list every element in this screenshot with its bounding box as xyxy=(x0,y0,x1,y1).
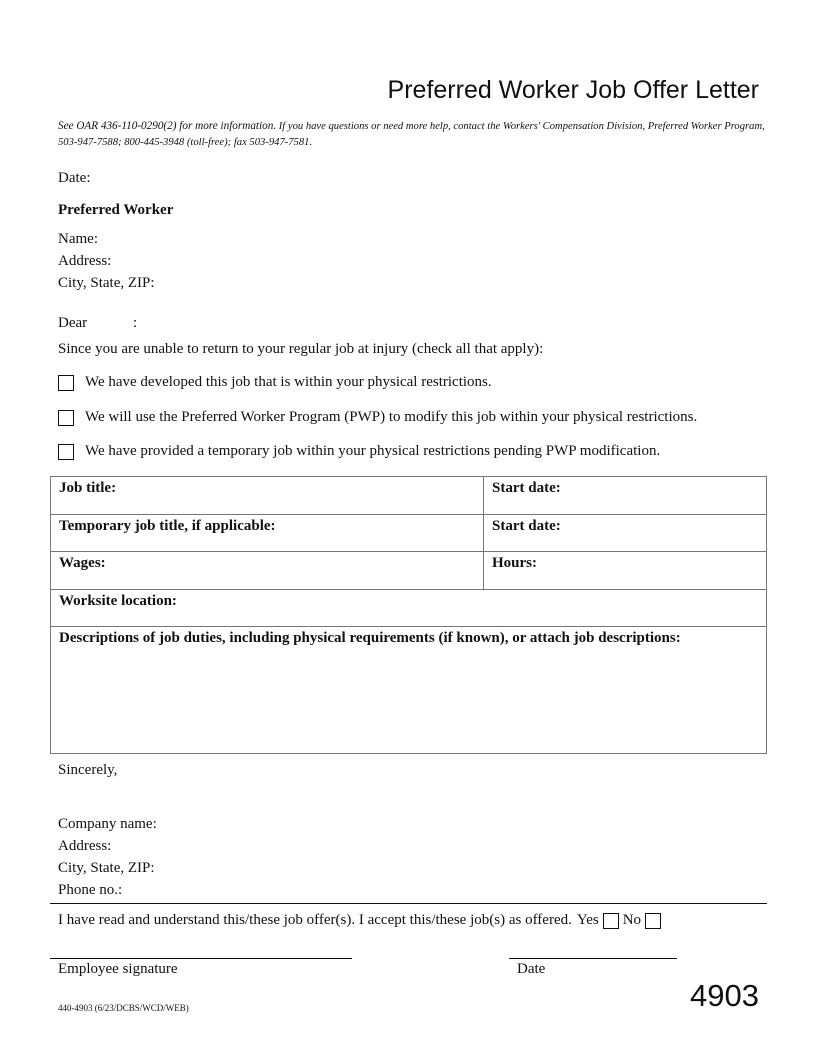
info-lead: See OAR 436-110-0290(2) for more information. xyxy=(58,120,277,132)
company-address-label: Address: xyxy=(58,838,112,854)
company-name-label: Company name: xyxy=(58,816,157,832)
worker-name-label: Name: xyxy=(58,231,98,247)
signature-date-line[interactable] xyxy=(509,958,677,959)
date-label: Date: xyxy=(58,170,91,186)
preferred-worker-heading: Preferred Worker xyxy=(58,202,174,218)
section-divider xyxy=(50,903,767,904)
form-number: 4903 xyxy=(690,978,759,1013)
option-label: We have provided a temporary job within your physical restrictions pending PWP modification. xyxy=(85,443,661,459)
hours-cell[interactable]: Hours: xyxy=(484,552,767,590)
option-label: We will use the Preferred Worker Program (PWP) to modify this job within your physical restrictions. xyxy=(85,409,698,425)
worksite-location-cell[interactable]: Worksite location: xyxy=(51,590,767,627)
temp-job-title-cell[interactable]: Temporary job title, if applicable: xyxy=(51,515,484,552)
signature-date-label: Date xyxy=(517,961,546,977)
employee-signature-line[interactable] xyxy=(50,958,352,959)
option-row xyxy=(58,374,492,391)
info-note xyxy=(58,118,768,151)
employee-signature-label: Employee signature xyxy=(58,961,178,977)
no-checkbox[interactable] xyxy=(645,913,661,929)
salutation-dear: Dear xyxy=(58,315,88,331)
closing-sincerely: Sincerely, xyxy=(58,762,118,778)
wages-cell[interactable]: Wages: xyxy=(51,552,484,590)
job-duties-cell[interactable]: Descriptions of job duties, including physical requirements (if known), or attach job descriptions: xyxy=(51,627,767,754)
acceptance-text: I have read and understand this/these job offer(s). I accept this/these job(s) as offered. xyxy=(58,912,572,928)
company-phone-label: Phone no.: xyxy=(58,882,123,898)
intro-text: Since you are unable to return to your regular job at injury (check all that apply): xyxy=(58,341,544,357)
job-details-table xyxy=(50,476,767,754)
option-checkbox-develop[interactable] xyxy=(58,375,74,391)
company-city-label: City, State, ZIP: xyxy=(58,860,155,876)
acceptance-row xyxy=(58,912,665,929)
job-title-cell[interactable]: Job title: xyxy=(51,477,484,515)
page-title: Preferred Worker Job Offer Letter xyxy=(387,76,759,104)
temp-start-date-cell[interactable]: Start date: xyxy=(484,515,767,552)
info-contact: If you have questions or need more help, contact the Workers' Compensation Division, Preferred Worker Program, 503-947-7588; 800-445-3948 (toll-free); fax 503-947-7581. xyxy=(58,121,765,148)
no-label: No xyxy=(622,912,642,928)
form-code: 440-4903 (6/23/DCBS/WCD/WEB) xyxy=(58,1003,189,1013)
salutation-colon: : xyxy=(133,315,138,331)
worker-city-label: City, State, ZIP: xyxy=(58,275,155,291)
yes-label: Yes xyxy=(576,912,599,928)
option-row xyxy=(58,443,660,460)
option-checkbox-temporary[interactable] xyxy=(58,444,74,460)
worker-address-label: Address: xyxy=(58,253,112,269)
option-checkbox-pwp-modify[interactable] xyxy=(58,410,74,426)
option-row xyxy=(58,409,697,426)
yes-checkbox[interactable] xyxy=(603,913,619,929)
option-label: We have developed this job that is within your physical restrictions. xyxy=(85,374,492,390)
start-date-cell[interactable]: Start date: xyxy=(484,477,767,515)
